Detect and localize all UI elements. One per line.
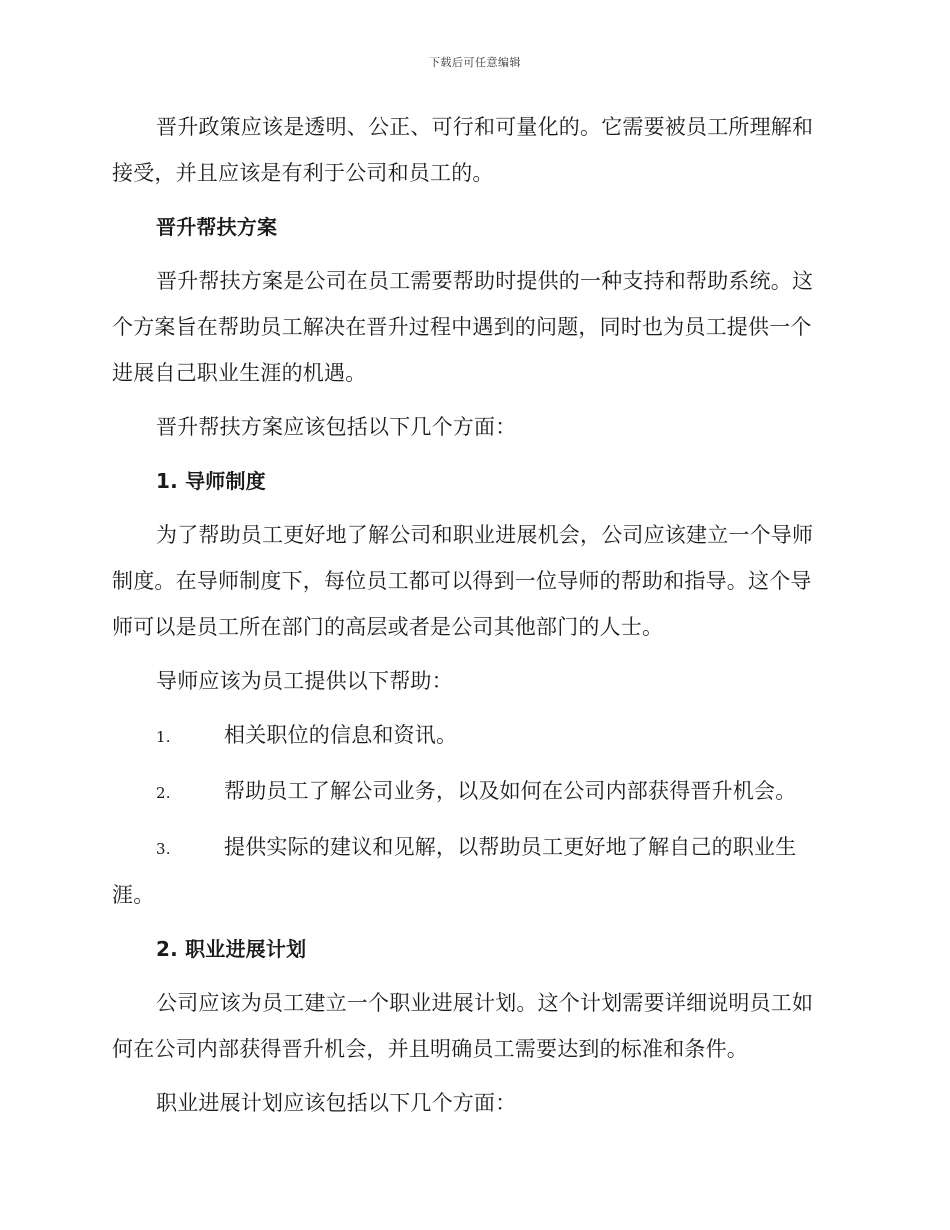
list-item-text: 帮助员工了解公司业务，以及如何在公司内部获得晋升机会。 [224, 779, 797, 803]
list-item-text: 相关职位的信息和资讯。 [224, 723, 458, 747]
list-item [112, 824, 832, 918]
section-heading-mentor-system: 1. 导师制度 [156, 469, 266, 493]
document-body [112, 104, 832, 1126]
paragraph-career-plan-aspects: 职业进展计划应该包括以下几个方面： [156, 1091, 517, 1115]
paragraph-support-plan-aspects: 晋升帮扶方案应该包括以下几个方面： [156, 415, 517, 439]
paragraph-mentor-help: 导师应该为员工提供以下帮助： [156, 669, 453, 693]
list-item [112, 768, 832, 816]
section-heading-support-plan: 晋升帮扶方案 [156, 215, 278, 239]
list-item-text: 提供实际的建议和见解，以帮助员工更好地了解自己的职业生涯。 [112, 835, 797, 907]
paragraph-mentor-system: 为了帮助员工更好地了解公司和职业进展机会，公司应该建立一个导师制度。在导师制度下，每位员工都可以得到一位导师的帮助和指导。这个导师可以是员工所在部门的高层或者是公司其他部门的人士。 [112, 523, 814, 639]
list-item [112, 712, 832, 760]
section-heading-career-plan: 2. 职业进展计划 [156, 937, 307, 961]
list-item-number: 1. [156, 728, 171, 746]
paragraph-career-plan: 公司应该为员工建立一个职业进展计划。这个计划需要详细说明员工如何在公司内部获得晋升机会，并且明确员工需要达到的标准和条件。 [112, 991, 814, 1061]
list-item-number: 3. [156, 840, 171, 858]
page-header: 下载后可任意编辑 [429, 56, 521, 69]
list-item-number: 2. [156, 784, 171, 802]
paragraph-support-plan-intro: 晋升帮扶方案是公司在员工需要帮助时提供的一种支持和帮助系统。这个方案旨在帮助员工解决在晋升过程中遇到的问题，同时也为员工提供一个进展自己职业生涯的机遇。 [112, 269, 814, 385]
paragraph-promotion-policy: 晋升政策应该是透明、公正、可行和可量化的。它需要被员工所理解和接受，并且应该是有利于公司和员工的。 [112, 115, 814, 185]
